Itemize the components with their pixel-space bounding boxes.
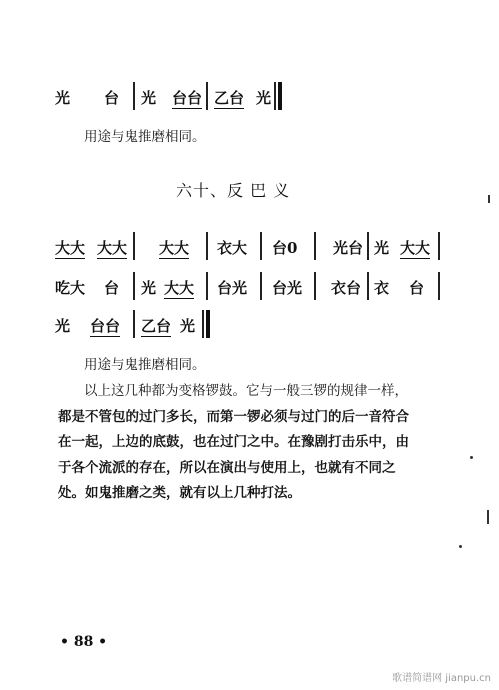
final-bar-thin (274, 82, 276, 110)
scan-dot (470, 456, 473, 459)
bar-line (314, 232, 316, 260)
bar-line (438, 232, 440, 260)
paragraph-line: 都是不管包的过门多长，而第一锣必须与过门的后一音符合 (58, 409, 409, 425)
bar-line (133, 232, 135, 260)
paragraph-line: 于各个流派的存在，所以在演出与使用上，也就有不同之 (58, 460, 396, 476)
score-cell: 光 (55, 89, 71, 107)
bar-line (367, 272, 369, 300)
bar-line (260, 232, 262, 260)
score-cell: 大大 (164, 279, 195, 297)
bar-line (260, 272, 262, 300)
score-cell: 乙台 (214, 89, 245, 107)
score-cell: 衣台 (331, 279, 362, 297)
paragraph-line: 在一起，上边的底鼓，也在过门之中。在豫剧打击乐中，由 (58, 434, 409, 450)
score-cell: 大大 (400, 239, 431, 257)
page-number: • 88 • (60, 634, 108, 650)
bar-line (206, 232, 208, 260)
section-title: 六十、反 巴 义 (176, 181, 291, 200)
score-cell: 光 (374, 239, 390, 257)
score-cell: 衣 (374, 279, 390, 297)
score-cell: 台0 (272, 239, 298, 257)
final-bar-thin (202, 310, 204, 338)
bar-line (206, 82, 208, 110)
scan-dot (459, 545, 462, 548)
bar-line (133, 82, 135, 110)
score-cell: 大大 (97, 239, 128, 257)
score-cell: 衣大 (217, 239, 248, 257)
bar-line (367, 232, 369, 260)
score-cell: 光 (141, 89, 157, 107)
bar-line (314, 272, 316, 300)
score-line-4 (0, 310, 499, 338)
scan-mark (487, 510, 489, 524)
final-bar-thick (278, 82, 282, 110)
score-cell: 光 (55, 317, 71, 335)
score-cell: 光 (141, 279, 157, 297)
score-cell: 台台 (172, 89, 203, 107)
score-cell: 大大 (159, 239, 190, 257)
score-cell: 光台 (333, 239, 364, 257)
score-cell: 台 (104, 89, 120, 107)
paragraph-line: 以上这几种都为变格锣鼓。它与一般三锣的规律一样， (84, 383, 408, 399)
bar-line (133, 310, 135, 338)
score-cell: 台光 (217, 279, 248, 297)
score-cell: 台 (409, 279, 425, 297)
score-cell: 吃大 (55, 279, 86, 297)
scan-mark (488, 195, 490, 203)
score-line-2 (0, 232, 499, 260)
score-line-1 (0, 82, 499, 110)
score-cell: 台台 (90, 317, 121, 335)
score-cell: 乙台 (141, 317, 172, 335)
score-cell: 大大 (55, 239, 86, 257)
score-cell: 台光 (272, 279, 303, 297)
score-line-3 (0, 272, 499, 300)
bar-line (133, 272, 135, 300)
usage-note-1: 用途与鬼推磨相同。 (84, 129, 206, 145)
score-cell: 光 (256, 89, 272, 107)
paragraph-line: 处。如鬼推磨之类，就有以上几种打法。 (58, 485, 301, 501)
bar-line (206, 272, 208, 300)
score-cell: 台 (104, 279, 120, 297)
final-bar-thick (206, 310, 210, 338)
bar-line (438, 272, 440, 300)
score-cell: 光 (180, 317, 196, 335)
usage-note-2: 用途与鬼推磨相同。 (84, 357, 206, 373)
site-watermark: 歌谱简谱网 jianpu.cn (392, 673, 491, 684)
